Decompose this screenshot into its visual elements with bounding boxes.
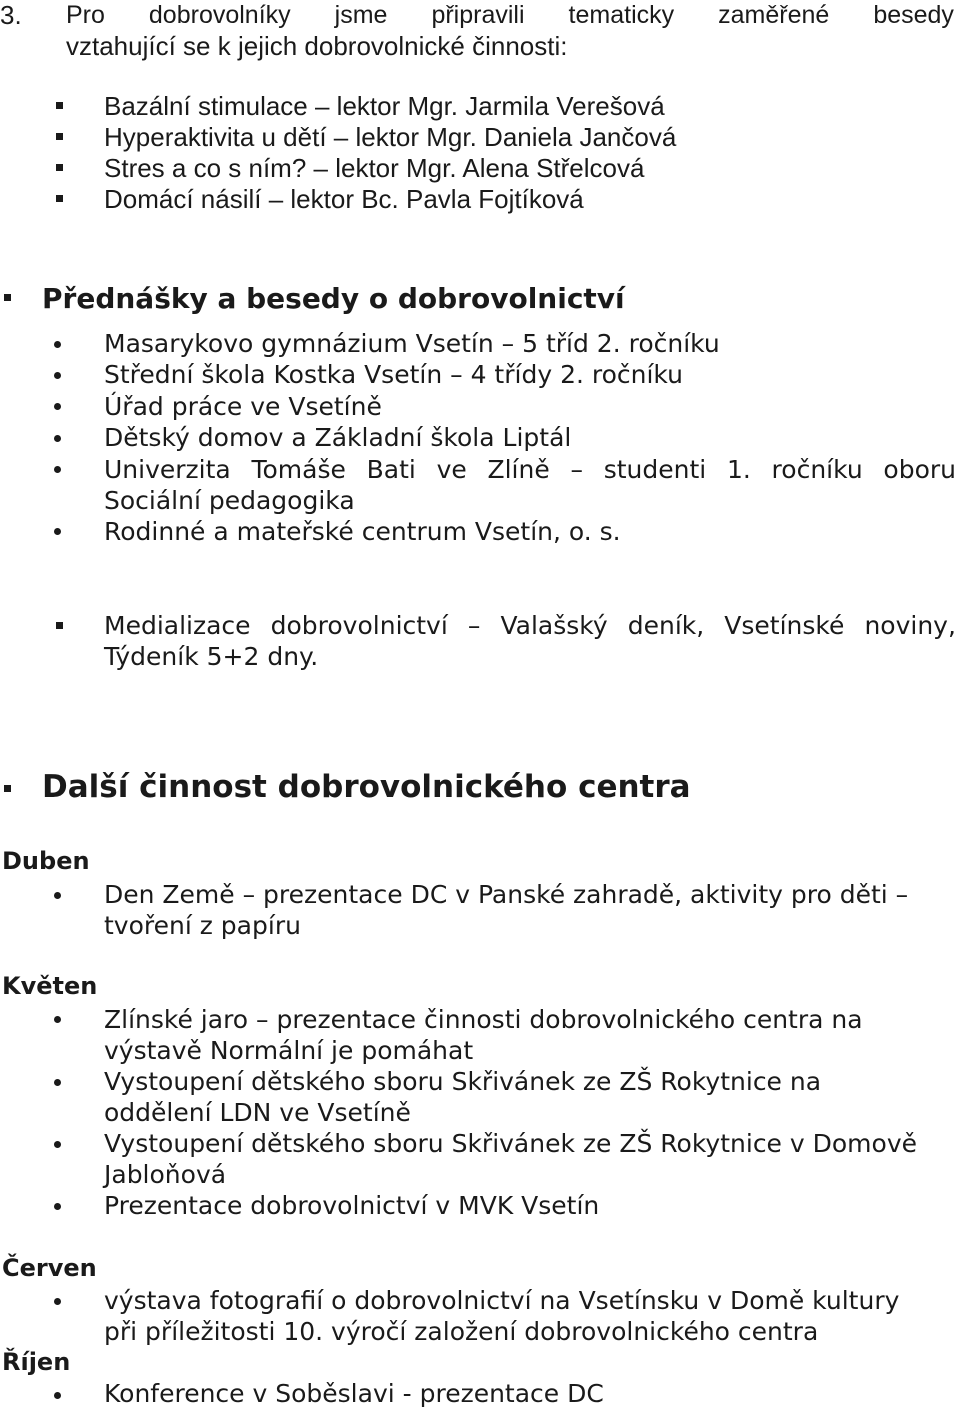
word: studenti (603, 455, 707, 484)
word: tematicky (568, 1, 675, 29)
round-bullet-icon (54, 528, 61, 535)
square-bullet-icon (56, 133, 63, 140)
word: Zlíně (487, 455, 550, 484)
lecture-item: Bazální stimulace – lektor Mgr. Jarmila Verešová (104, 91, 665, 121)
activity-item-line: oddělení LDN ve Vsetíně (104, 1098, 411, 1127)
media-line1 (104, 610, 956, 641)
word: – (467, 611, 481, 640)
round-bullet-icon (54, 1079, 61, 1086)
talk-item: Rodinné a mateřské centrum Vsetín, o. s. (104, 517, 621, 546)
lecture-item: Domácí násilí – lektor Bc. Pavla Fojtíková (104, 184, 584, 214)
round-bullet-icon (54, 1392, 61, 1399)
word: Univerzita (104, 455, 231, 484)
activity-item-line: výstavě Normální je pomáhat (104, 1036, 474, 1065)
talk-item-univerzita-line2: Sociální pedagogika (104, 486, 355, 515)
activity-item-line: Jabloňová (104, 1160, 227, 1189)
activity-item-line: Prezentace dobrovolnictví v MVK Vsetín (104, 1191, 600, 1220)
word: oboru (883, 455, 956, 484)
month-heading: Duben (2, 847, 90, 875)
activity-heading: Další činnost dobrovolnického centra (42, 769, 691, 805)
activity-item-line: výstava fotografií o dobrovolnictví na Vsetínsku v Domě kultury (104, 1286, 900, 1315)
talk-item: Dětský domov a Základní škola Liptál (104, 423, 572, 452)
activity-item-line: Vystoupení dětského sboru Skřivánek ze ZŠ Rokytnice v Domově (104, 1129, 918, 1158)
lecture-item: Hyperaktivita u dětí – lektor Mgr. Daniela Jančová (104, 122, 677, 152)
talk-item-univerzita-line1 (104, 454, 956, 485)
section-number: 3. (0, 0, 22, 30)
round-bullet-icon (54, 1016, 61, 1023)
word: Valašský (500, 611, 608, 640)
square-bullet-icon (56, 195, 63, 202)
word: dobrovolníky (148, 1, 291, 29)
activity-item-line: Zlínské jaro – prezentace činnosti dobrovolnického centra na (104, 1005, 863, 1034)
word: připravili (431, 1, 525, 29)
activity-item-line: Vystoupení dětského sboru Skřivánek ze ZŠ Rokytnice na (104, 1067, 822, 1096)
round-bullet-icon (54, 435, 61, 442)
word: Tomáše (251, 455, 346, 484)
word: 1. (726, 455, 751, 484)
activity-item-line: tvoření z papíru (104, 911, 301, 940)
talk-item: Masarykovo gymnázium Vsetín – 5 tříd 2. ročníku (104, 329, 720, 358)
square-bullet-icon (56, 622, 63, 629)
word: jsme (334, 1, 388, 29)
round-bullet-icon (54, 1141, 61, 1148)
square-bullet-icon (4, 294, 11, 301)
word: zaměřené (718, 1, 830, 29)
square-bullet-icon (4, 785, 11, 792)
square-bullet-icon (56, 164, 63, 171)
round-bullet-icon (54, 403, 61, 410)
talk-item: Úřad práce ve Vsetíně (104, 392, 382, 421)
word: Vsetínské (724, 611, 845, 640)
media-line2: Týdeník 5+2 dny. (104, 642, 319, 671)
word: Medializace (104, 611, 251, 640)
word: deník, (627, 611, 705, 640)
talks-heading: Přednášky a besedy o dobrovolnictví (42, 282, 625, 315)
section-intro-line1 (66, 0, 954, 31)
word: noviny, (864, 611, 956, 640)
month-heading: Květen (2, 972, 98, 1000)
word: besedy (873, 1, 954, 29)
round-bullet-icon (54, 1203, 61, 1210)
word: ročníku (771, 455, 863, 484)
word: – (570, 455, 583, 484)
word: ve (436, 455, 467, 484)
lecture-item: Stres a co s ním? – lektor Mgr. Alena Střelcová (104, 153, 645, 183)
word: Bati (366, 455, 416, 484)
month-heading: Červen (2, 1254, 97, 1282)
round-bullet-icon (54, 466, 61, 473)
section-intro-line2: vztahující se k jejich dobrovolnické činnosti: (66, 31, 568, 61)
talk-item: Střední škola Kostka Vsetín – 4 třídy 2. ročníku (104, 360, 683, 389)
round-bullet-icon (54, 341, 61, 348)
activity-item-line: při příležitosti 10. výročí založení dobrovolnického centra (104, 1317, 819, 1346)
round-bullet-icon (54, 1298, 61, 1305)
round-bullet-icon (54, 892, 61, 899)
activity-item-line: Den Země – prezentace DC v Panské zahradě, aktivity pro děti – (104, 880, 909, 909)
word: Pro (66, 1, 105, 29)
month-heading: Říjen (2, 1348, 71, 1376)
activity-item-line: Konference v Soběslavi - prezentace DC (104, 1379, 604, 1408)
round-bullet-icon (54, 372, 61, 379)
square-bullet-icon (56, 102, 63, 109)
word: dobrovolnictví (270, 611, 448, 640)
